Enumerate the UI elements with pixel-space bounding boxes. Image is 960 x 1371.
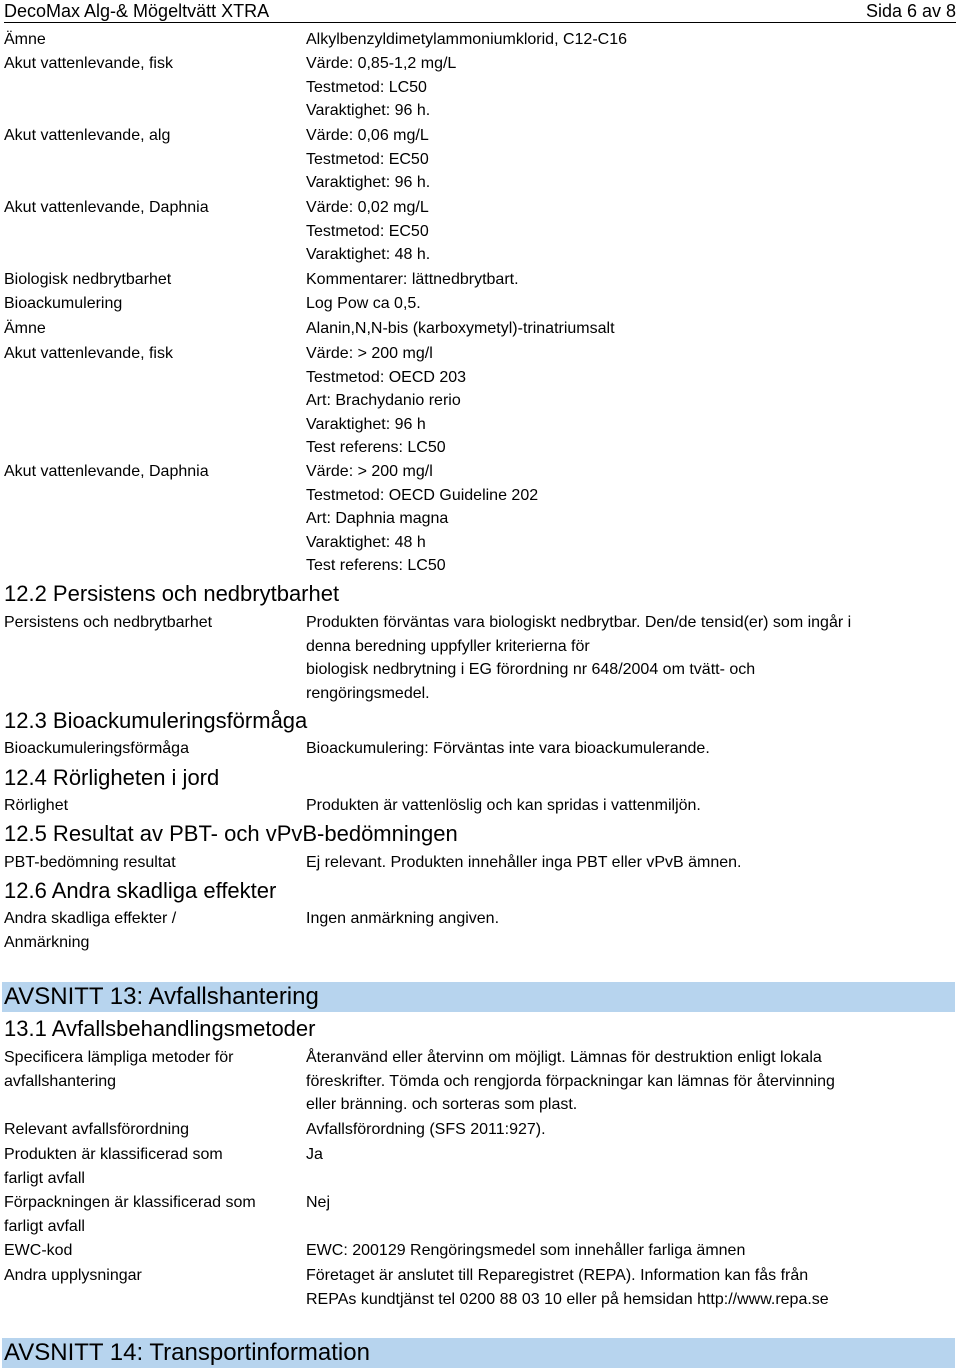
value-line: Art: Brachydanio rerio xyxy=(306,392,461,409)
value-line: Varaktighet: 96 h xyxy=(306,415,426,433)
section-band-14 xyxy=(2,1338,955,1368)
value-line: Ja xyxy=(306,1146,323,1163)
row-value xyxy=(306,292,946,316)
row-label: Rörlighet xyxy=(4,797,69,814)
value-line: Testmetod: OECD Guideline 202 xyxy=(306,486,539,504)
row-value xyxy=(306,1191,946,1215)
row-label xyxy=(4,1191,294,1238)
label-line: Anmärkning xyxy=(4,933,90,951)
value-line: Företaget är anslutet till Reparegistret (REPA). Information kan fås från xyxy=(306,1267,809,1284)
page-header xyxy=(4,0,956,23)
row-value xyxy=(306,28,946,52)
row-value xyxy=(306,52,946,123)
row-value xyxy=(306,460,946,578)
value-line: Värde: 0,02 mg/L xyxy=(306,199,429,216)
row-value xyxy=(306,907,946,931)
value-line: Varaktighet: 96 h. xyxy=(306,102,431,119)
row-label xyxy=(4,1264,294,1288)
section-heading-12-2: 12.2 Persistens och nedbrytbarhet xyxy=(4,581,340,606)
value-line: Värde: > 200 mg/l xyxy=(306,345,433,362)
value-line: Ej relevant. Produkten innehåller inga PBT eller vPvB ämnen. xyxy=(306,854,742,871)
value-line: Art: Daphnia magna xyxy=(306,510,449,527)
row-label xyxy=(4,907,294,954)
row-value xyxy=(306,1118,946,1142)
label-line: Specificera lämpliga metoder för xyxy=(4,1049,234,1066)
label-line: Andra skadliga effekter / xyxy=(4,910,177,927)
value-line: rengöringsmedel. xyxy=(306,684,430,702)
row-label xyxy=(4,1143,294,1190)
row-value xyxy=(306,611,946,705)
value-line: Test referens: LC50 xyxy=(306,557,446,574)
row-label: Ämne xyxy=(4,31,46,48)
value-line: Varaktighet: 96 h. xyxy=(306,174,431,191)
page-number: Sida 6 av 8 xyxy=(865,1,956,21)
row-label: Akut vattenlevande, Daphnia xyxy=(4,199,209,216)
row-label: Persistens och nedbrytbarhet xyxy=(4,614,213,631)
document-title: DecoMax Alg-& Mögeltvätt XTRA xyxy=(4,1,270,21)
section-band-title: AVSNITT 14: Transportinformation xyxy=(4,1339,370,1366)
value-line: Värde: > 200 mg/l xyxy=(306,463,433,480)
row-value xyxy=(306,196,946,267)
row-label: PBT-bedömning resultat xyxy=(4,854,176,871)
value-line: Varaktighet: 48 h. xyxy=(306,246,431,263)
row-value xyxy=(306,1046,946,1117)
value-line: Testmetod: OECD 203 xyxy=(306,368,467,386)
row-label: Bioackumuleringsförmåga xyxy=(4,740,189,757)
row-label: Bioackumulering xyxy=(4,295,123,312)
value-line: Värde: 0,85-1,2 mg/L xyxy=(306,55,457,72)
section-heading-12-4: 12.4 Rörligheten i jord xyxy=(4,765,220,790)
row-label: Ämne xyxy=(4,320,46,337)
row-value xyxy=(306,1264,946,1311)
row-value xyxy=(306,1239,946,1263)
row-label xyxy=(4,1118,294,1142)
row-value xyxy=(306,342,946,460)
label-line: avfallshantering xyxy=(4,1072,117,1090)
row-label: Akut vattenlevande, fisk xyxy=(4,345,173,362)
value-line: Log Pow ca 0,5. xyxy=(306,295,421,312)
section-heading-12-5: 12.5 Resultat av PBT- och vPvB-bedömningen xyxy=(4,821,458,846)
label-line: Förpackningen är klassificerad som xyxy=(4,1194,256,1211)
row-value xyxy=(306,794,946,818)
value-line: Alkylbenzyldimetylammoniumklorid, C12-C16 xyxy=(306,31,627,48)
section-heading-12-3: 12.3 Bioackumuleringsförmåga xyxy=(4,708,308,733)
row-value xyxy=(306,737,946,761)
label-line: Produkten är klassificerad som xyxy=(4,1146,223,1163)
label-line: farligt avfall xyxy=(4,1169,85,1187)
section-band-13 xyxy=(2,982,955,1012)
value-line: biologisk nedbrytning i EG förordning nr 648/2004 om tvätt- och xyxy=(306,661,756,678)
value-line: Återanvänd eller återvinn om möjligt. Lämnas för destruktion enligt lokala xyxy=(306,1049,822,1066)
value-line: Avfallsförordning (SFS 2011:927). xyxy=(306,1121,546,1138)
value-line: Produkten förväntas vara biologiskt nedbrytbar. Den/de tensid(er) som ingår i xyxy=(306,614,852,631)
value-line: Bioackumulering: Förväntas inte vara bioackumulerande. xyxy=(306,740,710,757)
value-line: föreskrifter. Tömda och rengjorda förpackningar kan lämnas för återvinning xyxy=(306,1072,835,1090)
row-label: Akut vattenlevande, fisk xyxy=(4,55,173,72)
label-line: Relevant avfallsförordning xyxy=(4,1121,189,1138)
label-line: Andra upplysningar xyxy=(4,1267,142,1284)
row-label: Akut vattenlevande, alg xyxy=(4,127,171,144)
row-label xyxy=(4,1239,294,1263)
value-line: Testmetod: EC50 xyxy=(306,150,429,168)
value-line: denna beredning uppfyller kriterierna för xyxy=(306,637,590,655)
label-line: EWC-kod xyxy=(4,1242,73,1259)
value-line: Test referens: LC50 xyxy=(306,439,446,456)
row-label xyxy=(4,1046,294,1093)
value-line: EWC: 200129 Rengöringsmedel som innehåller farliga ämnen xyxy=(306,1242,746,1259)
label-line: farligt avfall xyxy=(4,1217,85,1235)
row-value xyxy=(306,124,946,195)
section-band-title: AVSNITT 13: Avfallshantering xyxy=(4,983,319,1010)
section-heading-12-6: 12.6 Andra skadliga effekter xyxy=(4,878,277,903)
value-line: eller bränning. och sorteras som plast. xyxy=(306,1096,578,1113)
section-heading-13-1: 13.1 Avfallsbehandlingsmetoder xyxy=(4,1016,316,1041)
value-line: Alanin,N,N-bis (karboxymetyl)-trinatriumsalt xyxy=(306,320,615,337)
row-value xyxy=(306,1143,946,1167)
value-line: Testmetod: LC50 xyxy=(306,78,427,96)
value-line: REPAs kundtjänst tel 0200 88 03 10 eller på hemsidan http://www.repa.se xyxy=(306,1290,829,1308)
value-line: Ingen anmärkning angiven. xyxy=(306,910,500,927)
row-value xyxy=(306,851,946,875)
value-line: Produkten är vattenlöslig och kan spridas i vattenmiljön. xyxy=(306,797,701,814)
value-line: Kommentarer: lättnedbrytbart. xyxy=(306,271,519,288)
value-line: Testmetod: EC50 xyxy=(306,222,429,240)
row-label: Akut vattenlevande, Daphnia xyxy=(4,463,209,480)
row-label: Biologisk nedbrytbarhet xyxy=(4,271,172,288)
row-value xyxy=(306,268,946,292)
value-line: Värde: 0,06 mg/L xyxy=(306,127,429,144)
value-line: Nej xyxy=(306,1194,331,1211)
value-line: Varaktighet: 48 h xyxy=(306,533,426,551)
row-value xyxy=(306,317,946,341)
